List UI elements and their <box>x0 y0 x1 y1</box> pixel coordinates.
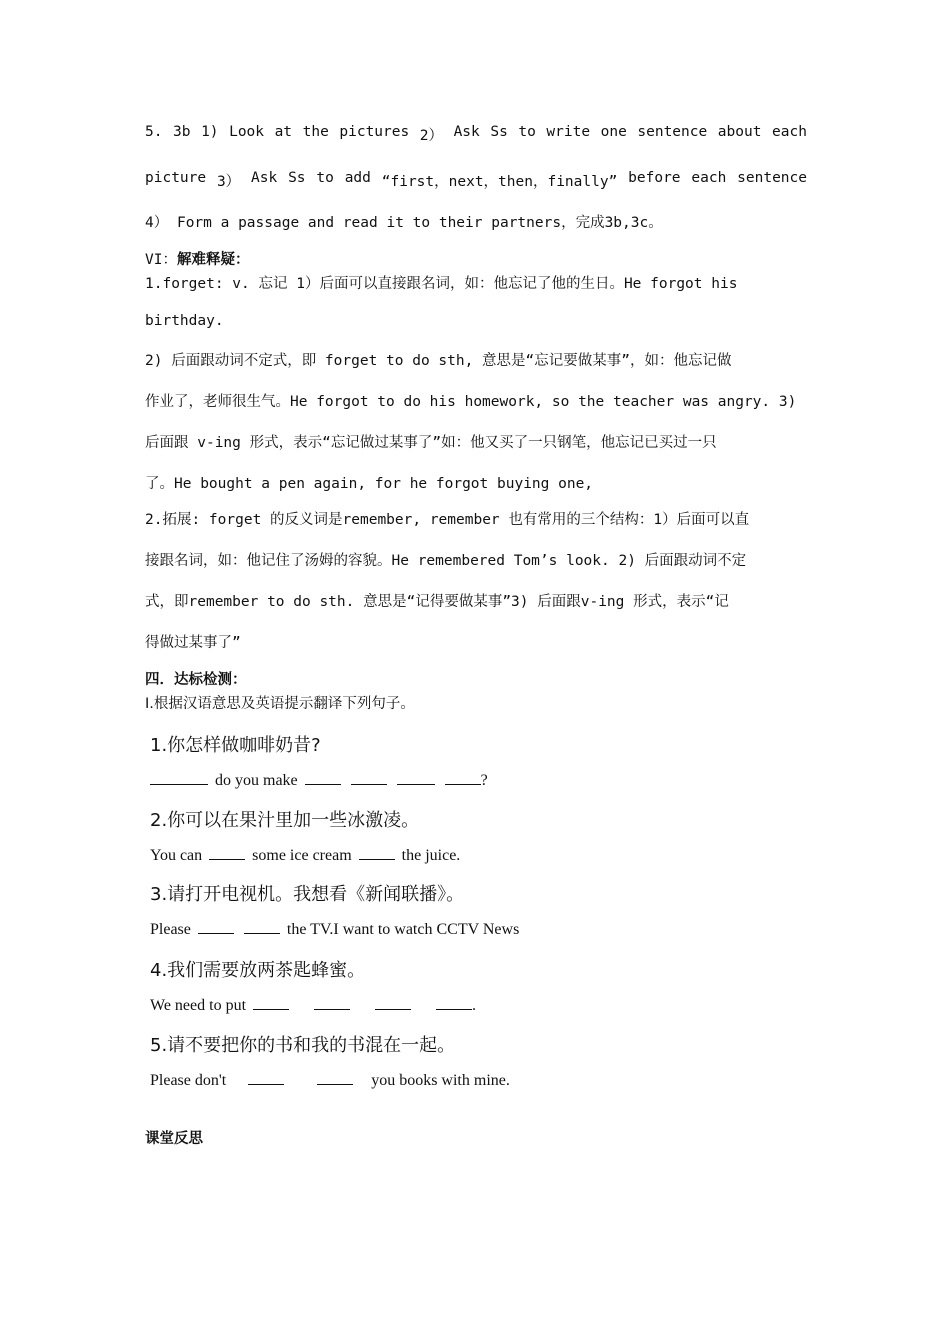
word: “first，next，then，finally” <box>381 174 618 190</box>
p1-line2: birthday. <box>145 313 224 329</box>
word: Ask <box>251 170 278 186</box>
q1-end: ? <box>480 772 488 789</box>
word: picture <box>145 170 207 186</box>
p3-line3: 式，即remember to do sth. 意思是“记得要做某事”3) 后面跟v-ing 形式，表示“记 <box>145 594 729 610</box>
section6-heading <box>145 248 249 269</box>
word: one <box>600 124 627 140</box>
word: 3） <box>216 174 241 190</box>
answer-blank[interactable] <box>445 770 481 785</box>
word: to <box>518 124 536 140</box>
step5-line2 <box>145 170 807 191</box>
answer-blank[interactable] <box>317 1070 353 1085</box>
heading-prefix: VI： <box>145 252 177 268</box>
q5-english <box>150 1070 510 1090</box>
p2-line4: 了。He bought a pen again, for he forgot buying one, <box>145 476 594 492</box>
answer-blank[interactable] <box>305 770 341 785</box>
reflection-heading: 课堂反思 <box>145 1131 203 1147</box>
word: add <box>344 170 371 186</box>
word: each <box>772 124 807 140</box>
answer-blank[interactable] <box>198 919 234 934</box>
word: 1) <box>201 124 219 140</box>
heading-text: 解难释疑： <box>176 252 250 268</box>
p2-line2: 作业了，老师很生气。He forgot to do his homework, so the teacher was angry. 3) <box>145 394 797 410</box>
word: before <box>628 170 681 186</box>
q5-text-a: Please don't <box>150 1072 227 1089</box>
p3-line1: 2.拓展: forget 的反义词是remember, remember 也有常用的三个结构：1）后面可以直 <box>145 512 750 528</box>
word: pictures <box>339 124 410 140</box>
word: sentence <box>737 170 807 186</box>
answer-blank[interactable] <box>253 995 289 1010</box>
q2-english <box>150 845 460 865</box>
answer-blank[interactable] <box>209 845 245 860</box>
section4-instruction: Ⅰ.根据汉语意思及英语提示翻译下列句子。 <box>145 696 415 712</box>
answer-blank[interactable] <box>314 995 350 1010</box>
word: sentence <box>637 124 708 140</box>
word: about <box>717 124 762 140</box>
word: Ask <box>453 124 480 140</box>
q2-text-b: some ice cream <box>252 847 352 864</box>
section4-heading: 四．达标检测： <box>145 672 247 688</box>
word: Ss <box>288 170 306 186</box>
answer-blank[interactable] <box>375 995 411 1010</box>
answer-blank[interactable] <box>351 770 387 785</box>
p2-line3: 后面跟 v-ing 形式，表示“忘记做过某事了”如：他又买了一只钢笔，他忘记已买过一只 <box>145 435 717 451</box>
p2-line1: 2) 后面跟动词不定式，即 forget to do sth, 意思是“忘记要做某事”，如：他忘记做 <box>145 353 732 369</box>
q2-text-c: the juice. <box>401 847 461 864</box>
answer-blank[interactable] <box>436 995 472 1010</box>
p3-line2: 接跟名词，如：他记住了汤姆的容貌。He remembered Tom’s look. 2) 后面跟动词不定 <box>145 553 747 569</box>
word: each <box>691 170 727 186</box>
q4-end: . <box>472 997 477 1014</box>
q3-text-b: the TV.I want to watch CCTV News <box>286 921 520 938</box>
q2-text-a: You can <box>150 847 203 864</box>
q1-chinese: 1.你怎样做咖啡奶昔? <box>150 735 321 756</box>
answer-blank[interactable] <box>248 1070 284 1085</box>
answer-blank[interactable] <box>359 845 395 860</box>
word: to <box>316 170 334 186</box>
q3-text-a: Please <box>150 921 191 938</box>
p3-line4: 得做过某事了” <box>145 635 241 651</box>
q3-english <box>150 919 519 939</box>
word: the <box>302 124 329 140</box>
q5-text-b: you books with mine. <box>371 1072 510 1089</box>
word: at <box>274 124 293 140</box>
word: Ss <box>490 124 508 140</box>
p1-line1: 1.forget: v. 忘记 1）后面可以直接跟名词，如：他忘记了他的生日。He forgot his <box>145 276 738 292</box>
word: 3b <box>173 124 191 140</box>
q3-chinese: 3.请打开电视机。我想看《新闻联播》。 <box>150 884 465 905</box>
word: write <box>546 124 591 140</box>
q5-chinese: 5.请不要把你的书和我的书混在一起。 <box>150 1035 456 1056</box>
answer-blank[interactable] <box>150 770 208 785</box>
q4-text: We need to put <box>150 997 247 1014</box>
q1-english <box>150 770 488 790</box>
word: Look <box>229 124 265 140</box>
step5-line1 <box>145 124 807 145</box>
q4-chinese: 4.我们需要放两茶匙蜂蜜。 <box>150 960 366 981</box>
q4-english <box>150 995 476 1015</box>
q1-text: do you make <box>215 772 298 789</box>
q2-chinese: 2.你可以在果汁里加一些冰激凌。 <box>150 810 420 831</box>
word: 5. <box>145 124 163 140</box>
word: 2） <box>419 128 444 144</box>
answer-blank[interactable] <box>397 770 435 785</box>
step5-line3: 4） Form a passage and read it to their partners，完成3b,3c。 <box>145 215 663 231</box>
answer-blank[interactable] <box>244 919 280 934</box>
